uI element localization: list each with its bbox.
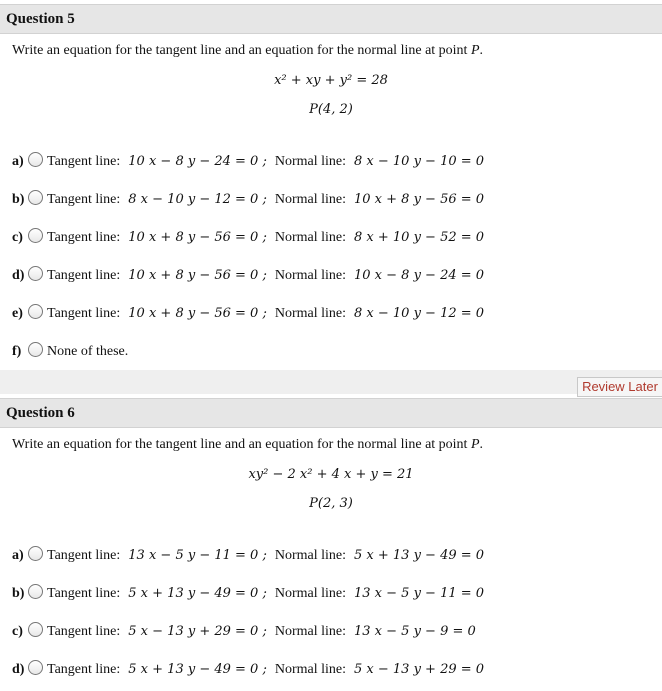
q6-option-b[interactable]: b) Tangent line: 5 x + 13 y − 49 = 0 ; Normal line: 13 x − 5 y − 11 = 0 (12, 586, 485, 601)
q5-option-c[interactable]: c) Tangent line: 10 x + 8 y − 56 = 0 ; Normal line: 8 x + 10 y − 52 = 0 (12, 230, 485, 245)
question-5-header (0, 4, 662, 34)
q5-option-e[interactable]: e) Tangent line: 10 x + 8 y − 56 = 0 ; Normal line: 8 x − 10 y − 12 = 0 (12, 306, 485, 321)
q5-option-f[interactable]: f) None of these. (12, 344, 129, 359)
radio-button[interactable] (28, 304, 43, 319)
radio-button[interactable] (28, 622, 43, 637)
point-variable: P (470, 437, 480, 452)
question-6-header (0, 398, 662, 428)
question-5-point: P(4, 2) (309, 102, 353, 117)
radio-button[interactable] (28, 660, 43, 675)
section-separator (0, 370, 662, 394)
question-6-point: P(2, 3) (309, 496, 353, 511)
q6-option-d[interactable]: d) Tangent line: 5 x + 13 y − 49 = 0 ; Normal line: 5 x − 13 y + 29 = 0 (12, 662, 485, 677)
radio-button[interactable] (28, 228, 43, 243)
question-6-prompt: Write an equation for the tangent line and an equation for the normal line at point P. (12, 437, 484, 452)
question-5-prompt: Write an equation for the tangent line and an equation for the normal line at point P. (12, 43, 484, 58)
radio-button[interactable] (28, 266, 43, 281)
prompt-text: Write an equation for the tangent line and an equation for the normal line at point (12, 437, 468, 452)
q6-option-a[interactable]: a) Tangent line: 13 x − 5 y − 11 = 0 ; Normal line: 5 x + 13 y − 49 = 0 (12, 548, 485, 563)
q5-option-b[interactable]: b) Tangent line: 8 x − 10 y − 12 = 0 ; Normal line: 10 x + 8 y − 56 = 0 (12, 192, 485, 207)
radio-button[interactable] (28, 584, 43, 599)
point-variable: P (470, 43, 480, 58)
radio-button[interactable] (28, 546, 43, 561)
question-6-title: Question 6 (6, 405, 75, 421)
q5-option-d[interactable]: d) Tangent line: 10 x + 8 y − 56 = 0 ; Normal line: 10 x − 8 y − 24 = 0 (12, 268, 485, 283)
prompt-text: Write an equation for the tangent line and an equation for the normal line at point (12, 43, 468, 58)
radio-button[interactable] (28, 190, 43, 205)
q5-option-a[interactable]: a) Tangent line: 10 x − 8 y − 24 = 0 ; Normal line: 8 x − 10 y − 10 = 0 (12, 154, 485, 169)
question-5-title: Question 5 (6, 11, 75, 27)
review-later-button[interactable]: Review Later (577, 377, 662, 397)
radio-button[interactable] (28, 342, 43, 357)
q6-option-c[interactable]: c) Tangent line: 5 x − 13 y + 29 = 0 ; Normal line: 13 x − 5 y − 9 = 0 (12, 624, 476, 639)
radio-button[interactable] (28, 152, 43, 167)
question-5-equation: x² + xy + y² = 28 (274, 73, 388, 88)
question-6-equation: xy² − 2 x² + 4 x + y = 21 (248, 467, 414, 482)
